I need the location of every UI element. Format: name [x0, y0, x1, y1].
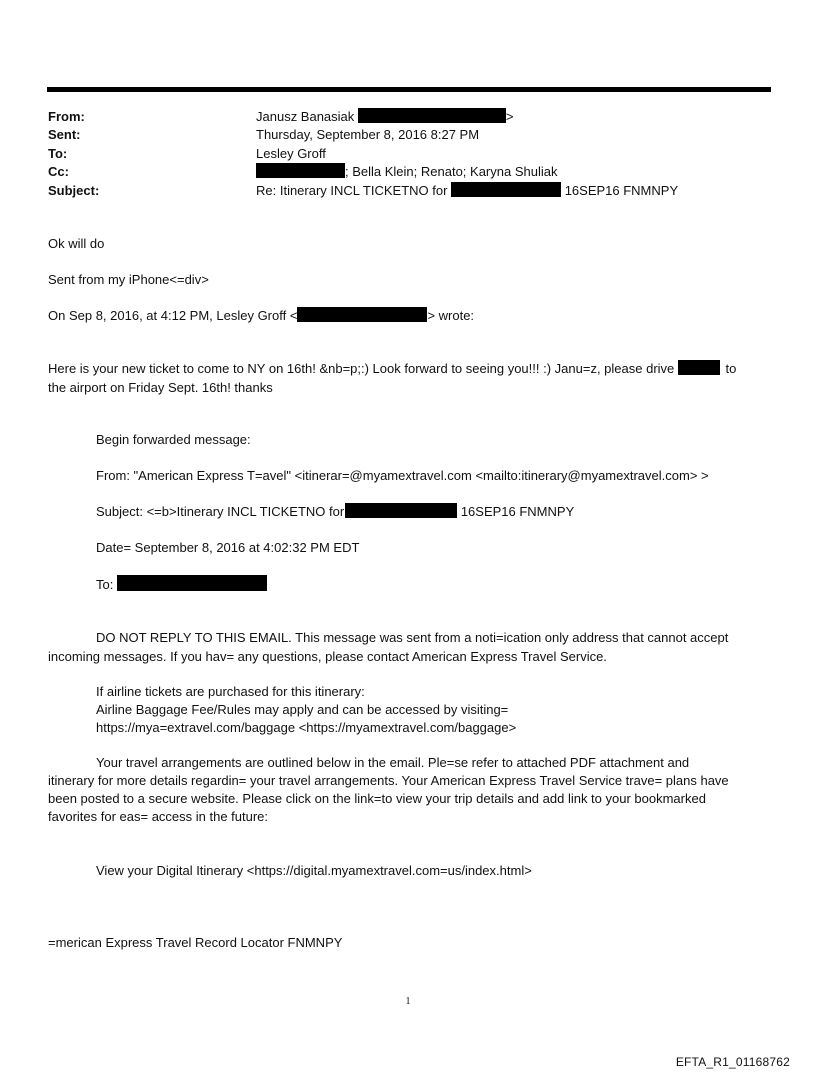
- message-text-after: to: [725, 361, 737, 376]
- forward-begin: Begin forwarded message:: [96, 432, 251, 447]
- cc-list: ; Bella Klein; Renato; Karyna Shuliak: [345, 164, 558, 179]
- from-value: [256, 108, 514, 125]
- travel-line-3: been posted to a secure website. Please click on the link=to view your trip details and add link to your bookmarked: [48, 791, 706, 806]
- to-value: Lesley Groff: [256, 146, 326, 161]
- subject-label: Subject:: [48, 183, 100, 198]
- message-line-1: [48, 360, 736, 377]
- airline-line-2: Airline Baggage Fee/Rules may apply and can be accessed by visiting=: [96, 702, 509, 717]
- record-locator: =merican Express Travel Record Locator FNMNPY: [48, 935, 343, 950]
- subject-value: [256, 182, 678, 199]
- bates-number: EFTA_R1_01168762: [675, 1055, 790, 1069]
- from-name: Janusz Banasiak: [256, 109, 355, 124]
- forward-to: [96, 575, 267, 593]
- redaction-block: [345, 503, 457, 518]
- redaction-block: [678, 360, 720, 375]
- header-rule: [47, 87, 771, 92]
- message-line-2: the airport on Friday Sept. 16th! thanks: [48, 380, 273, 395]
- cc-label: Cc:: [48, 164, 69, 179]
- redaction-block: [117, 575, 267, 591]
- subject-suffix: 16SEP16 FNMNPY: [564, 183, 679, 198]
- from-label: From:: [48, 109, 85, 124]
- airline-line-1: If airline tickets are purchased for this itinerary:: [96, 684, 365, 699]
- notice-line-2: incoming messages. If you hav= any questions, please contact American Express Travel Service.: [48, 649, 607, 664]
- forward-subject: [96, 503, 574, 520]
- subject-prefix: Re: Itinerary INCL TICKETNO for: [256, 183, 448, 198]
- forward-to-label: To:: [96, 577, 114, 592]
- reply-line: Ok will do: [48, 236, 105, 251]
- sent-value: Thursday, September 8, 2016 8:27 PM: [256, 127, 480, 142]
- from-tail: >: [505, 109, 514, 124]
- iphone-signature: Sent from my iPhone<=div>: [48, 272, 209, 287]
- quote-intro-prefix: On Sep 8, 2016, at 4:12 PM, Lesley Groff <: [48, 308, 298, 323]
- forward-subject-prefix: Subject: <=b>Itinerary INCL TICKETNO for: [96, 504, 345, 519]
- sent-label: Sent:: [48, 127, 81, 142]
- redaction-block: [451, 182, 561, 197]
- forward-from: From: "American Express T=avel" <itinerar=@myamextravel.com <mailto:itinerary@myamextravel.com> >: [96, 468, 709, 483]
- forward-date: Date= September 8, 2016 at 4:02:32 PM EDT: [96, 540, 360, 555]
- forward-subject-suffix: 16SEP16 FNMNPY: [460, 504, 575, 519]
- travel-line-2: itinerary for more details regardin= your travel arrangements. Your American Express Travel Service trave= plans have: [48, 773, 729, 788]
- redaction-block: [297, 307, 427, 322]
- digital-itinerary-link: View your Digital Itinerary <https://digital.myamextravel.com=us/index.html>: [96, 863, 532, 878]
- travel-line-4: favorites for eas= access in the future:: [48, 809, 269, 824]
- redaction-block: [358, 108, 506, 123]
- message-text: Here is your new ticket to come to NY on 16th! &nb=p;:) Look forward to seeing you!!! :) Janu=z, please drive: [48, 361, 675, 376]
- cc-value: [256, 163, 557, 180]
- redaction-block: [256, 163, 345, 178]
- to-label: To:: [48, 146, 68, 161]
- travel-line-1: Your travel arrangements are outlined below in the email. Ple=se refer to attached PDF attachment and: [96, 755, 690, 770]
- airline-line-3: https://mya=extravel.com/baggage <https://myamextravel.com/baggage>: [96, 720, 517, 735]
- quote-intro: [48, 307, 474, 324]
- page-number: 1: [405, 996, 411, 1007]
- notice-line-1: DO NOT REPLY TO THIS EMAIL. This message was sent from a noti=ication only address that cannot accept: [96, 630, 729, 645]
- quote-intro-suffix: > wrote:: [427, 308, 475, 323]
